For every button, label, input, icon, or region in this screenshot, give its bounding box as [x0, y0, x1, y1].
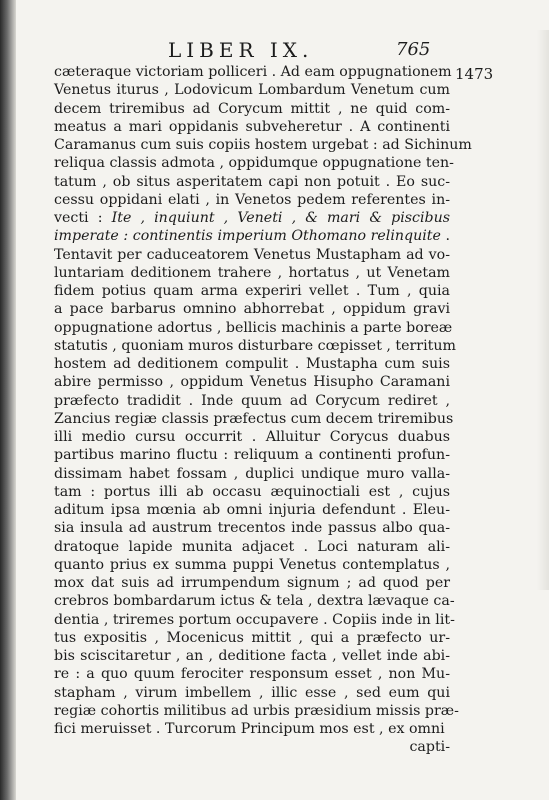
- text-line: [54, 173, 450, 191]
- margin-year-note: 1473: [455, 65, 494, 83]
- text-run: dissimam habet fossam , duplici undique muro valla-: [54, 465, 450, 482]
- text-run: capti-: [409, 739, 450, 756]
- text-line: [54, 446, 450, 464]
- text-line: [54, 337, 456, 355]
- text-run: vecti :: [54, 210, 112, 226]
- text-line: [54, 136, 472, 154]
- text-run: abire permisso , oppidum Venetus Hisupho Caramani: [54, 374, 450, 391]
- text-run: dentia , triremes portum occupavere . Copiis inde in lit-: [54, 611, 455, 628]
- text-run: mox dat suis ad irrumpendum signum ; ad quod per: [54, 575, 450, 591]
- body-text: [54, 63, 472, 757]
- text-run: statutis , quoniam muros disturbare cœpisset , territum: [54, 337, 456, 354]
- text-line: [54, 465, 450, 483]
- text-run: cæteraque victoriam polliceri . Ad eam oppugnationem: [54, 64, 452, 80]
- text-line: [54, 428, 450, 446]
- text-line: [54, 373, 450, 391]
- text-run: decem triremibus ad Corycum mittit , ne quid com-: [54, 100, 450, 117]
- text-line: [54, 264, 450, 282]
- text-run: oppugnatione adortus , bellicis machinis a parte boreæ: [54, 319, 453, 336]
- text-run: crebros bombardarum ictus & tela , dextra lævaque ca-: [54, 593, 455, 610]
- text-run: regiæ cohortis militibus ad urbis præsidium missis præ-: [54, 702, 459, 719]
- text-run: re : a quo quum ferociter responsum esset , non Mu-: [54, 666, 450, 683]
- text-line: [54, 538, 450, 556]
- text-line: [54, 720, 450, 738]
- text-line: [54, 118, 450, 136]
- text-run: sia insula ad austrum trecentos inde passus albo qua-: [54, 520, 450, 537]
- text-line: [54, 738, 450, 756]
- text-run: aditum ipsa mœnia ab omni injuria defendunt . Eleu-: [54, 502, 450, 518]
- text-line: [54, 647, 450, 665]
- text-run: .: [440, 228, 450, 245]
- text-run: cessu oppidani elati , in Venetos pedem referentes in-: [54, 191, 450, 208]
- text-run: fici meruisset . Turcorum Principum mos est , ex omni: [54, 721, 445, 737]
- text-line: [54, 702, 459, 720]
- text-run: bis sciscitaretur , an , deditione facta , vellet inde abi-: [54, 648, 450, 664]
- text-line: [54, 611, 455, 629]
- text-run: tam : portus illi ab occasu æquinoctiali est , cujus: [54, 483, 450, 500]
- page-edge-shadow: [537, 30, 549, 590]
- text-line: [54, 282, 450, 300]
- text-run: luntariam deditionem trahere , hortatus , ut Venetam: [54, 264, 450, 281]
- text-line: [54, 154, 454, 172]
- text-line: [54, 355, 450, 373]
- text-run: reliqua classis admota , oppidumque oppugnatione ten-: [54, 155, 454, 172]
- italic-text-run: Ite , inquiunt , Veneti , & mari & piscibus: [111, 210, 450, 226]
- text-line: [54, 410, 454, 428]
- text-run: fidem potius quam arma experiri vellet . Tum , quia: [54, 283, 450, 299]
- text-line: [54, 483, 450, 501]
- text-run: tus expositis , Mocenicus mittit , qui a præfecto ur-: [54, 629, 450, 646]
- text-line: [54, 592, 455, 610]
- text-line: [54, 519, 450, 537]
- text-line: [54, 63, 450, 81]
- text-line: [54, 100, 450, 118]
- text-run: quanto prius ex summa puppi Venetus contemplatus ,: [54, 556, 450, 573]
- text-run: tatum , ob situs asperitatem capi non potuit . Eo suc-: [54, 173, 450, 190]
- text-line: [54, 209, 450, 227]
- text-line: [54, 665, 450, 683]
- text-line: [54, 574, 450, 592]
- book-binding-shadow: [0, 0, 16, 800]
- text-line: [54, 81, 450, 99]
- text-line: [54, 684, 450, 702]
- running-head: LIBER IX.: [168, 38, 314, 62]
- text-line: [54, 300, 450, 318]
- text-line: [54, 246, 450, 264]
- text-line: [54, 629, 450, 647]
- text-line: [54, 392, 450, 410]
- text-line: [54, 227, 450, 245]
- italic-text-run: imperate : continentis imperium Othomano relinquite: [54, 228, 441, 245]
- text-run: Zancius regiæ classis præfectus cum decem triremibus: [54, 410, 454, 427]
- text-line: [54, 501, 450, 519]
- text-run: partibus marino fluctu : reliquum a continenti profun-: [54, 447, 450, 464]
- text-run: dratoque lapide munita adjacet . Loci naturam ali-: [54, 538, 450, 555]
- text-run: illi medio cursu occurrit . Alluitur Corycus duabus: [54, 429, 450, 445]
- text-line: [54, 191, 450, 209]
- text-run: meatus a mari oppidanis subveheretur . A continenti: [54, 118, 450, 135]
- text-line: [54, 319, 453, 337]
- text-run: Caramanus cum suis copiis hostem urgebat : ad Sichinum: [54, 137, 472, 153]
- text-run: hostem ad deditionem compulit . Mustapha cum suis: [54, 356, 450, 372]
- page-number: 765: [396, 39, 431, 60]
- text-run: Tentavit per caduceatorem Venetus Mustapham ad vo-: [54, 246, 450, 263]
- text-line: [54, 556, 450, 574]
- text-run: præfecto tradidit . Inde quum ad Corycum rediret ,: [54, 392, 450, 409]
- text-run: a pace barbarus omnino abhorrebat , oppidum gravi: [54, 301, 450, 318]
- text-run: stapham , virum imbellem , illic esse , sed eum qui: [54, 684, 450, 701]
- text-run: Venetus iturus , Lodovicum Lombardum Venetum cum: [54, 82, 450, 99]
